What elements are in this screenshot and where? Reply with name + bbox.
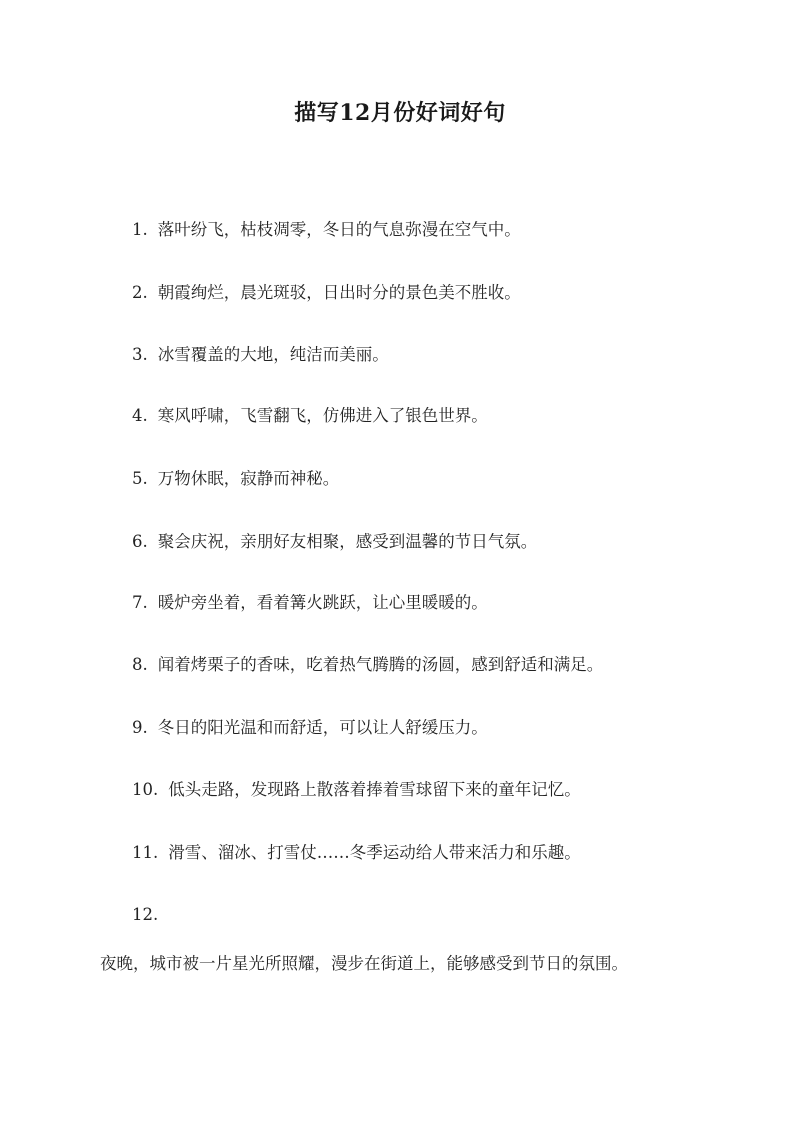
item-number: 9. bbox=[132, 718, 148, 737]
list-item bbox=[132, 842, 581, 864]
item-text: 落叶纷飞，枯枝凋零，冬日的气息弥漫在空气中。 bbox=[157, 220, 521, 239]
item-number: 6. bbox=[132, 532, 148, 551]
item-number: 3. bbox=[132, 345, 148, 364]
item-text: 冰雪覆盖的大地，纯洁而美丽。 bbox=[157, 345, 389, 364]
item-number: 5. bbox=[132, 469, 148, 488]
item-number: 7. bbox=[132, 593, 148, 612]
item-number: 8. bbox=[132, 655, 148, 674]
list-item bbox=[132, 904, 168, 926]
item-text: 暖炉旁坐着，看着篝火跳跃，让心里暖暖的。 bbox=[157, 593, 488, 612]
item-number: 12. bbox=[132, 905, 159, 924]
list-item bbox=[132, 344, 389, 366]
list-item bbox=[132, 779, 581, 801]
item-text: 寒风呼啸，飞雪翻飞，仿佛进入了银色世界。 bbox=[157, 406, 488, 425]
item-text: 万物休眠，寂静而神秘。 bbox=[157, 469, 340, 488]
item-12-continuation: 夜晚，城市被一片星光所照耀，漫步在街道上，能够感受到节日的氛围。 bbox=[100, 954, 628, 973]
list-item bbox=[132, 654, 603, 676]
document-title: 描写12月份好词好句 bbox=[294, 100, 506, 126]
list-item bbox=[132, 717, 488, 739]
item-text: 闻着烤栗子的香味，吃着热气腾腾的汤圆，感到舒适和满足。 bbox=[157, 655, 604, 674]
item-text: 朝霞绚烂，晨光斑驳，日出时分的景色美不胜收。 bbox=[157, 283, 521, 302]
item-text: 滑雪、溜冰、打雪仗……冬季运动给人带来活力和乐趣。 bbox=[168, 843, 581, 862]
item-number: 11. bbox=[132, 843, 159, 862]
list-item bbox=[132, 282, 521, 304]
list-item bbox=[132, 531, 537, 553]
list-item bbox=[132, 405, 488, 427]
item-number: 2. bbox=[132, 283, 148, 302]
item-text: 冬日的阳光温和而舒适，可以让人舒缓压力。 bbox=[157, 718, 488, 737]
list-item bbox=[132, 468, 339, 490]
item-number: 4. bbox=[132, 406, 148, 425]
item-number: 1. bbox=[132, 220, 148, 239]
item-text: 低头走路，发现路上散落着捧着雪球留下来的童年记忆。 bbox=[168, 780, 581, 799]
list-item bbox=[132, 592, 488, 614]
item-text: 聚会庆祝，亲朋好友相聚，感受到温馨的节日气氛。 bbox=[157, 532, 538, 551]
list-item bbox=[132, 219, 521, 241]
item-number: 10. bbox=[132, 780, 159, 799]
